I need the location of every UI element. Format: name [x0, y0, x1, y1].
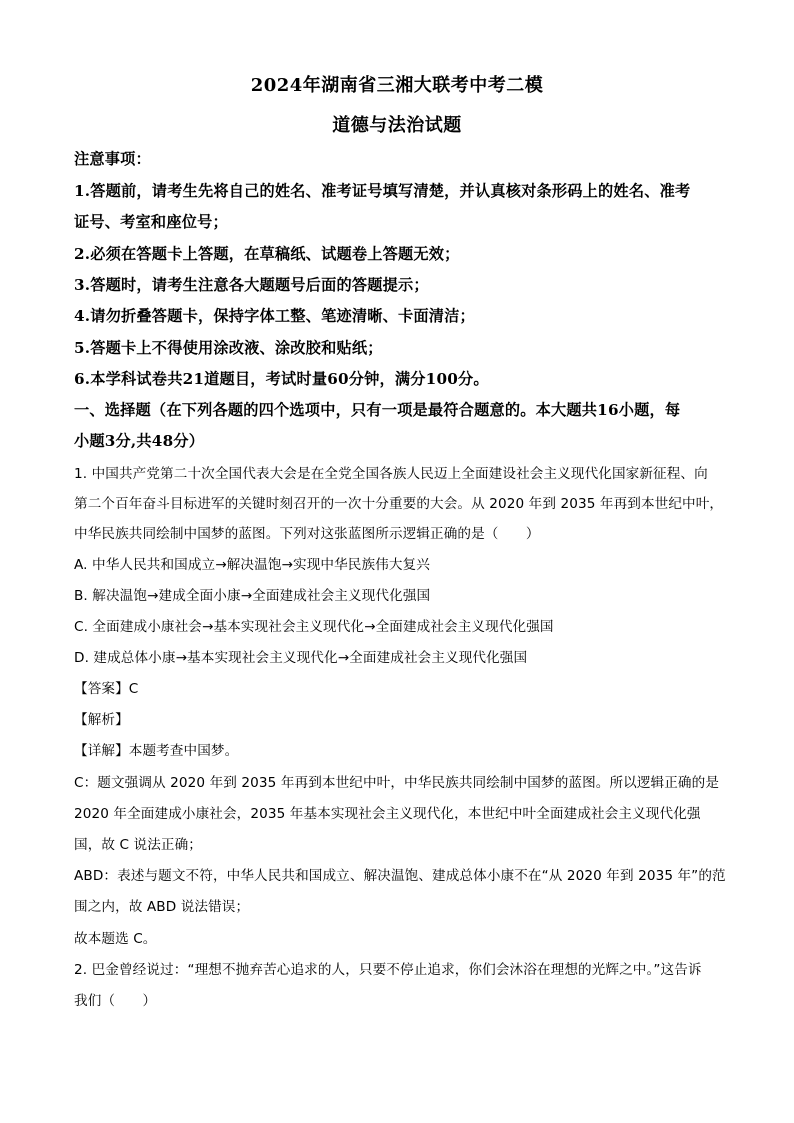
- explanation-line: 围之内，故 ABD 说法错误；: [74, 899, 250, 915]
- section-heading: 小题3分,共48分）: [74, 432, 205, 450]
- notice-item: 3.答题时，请考生注意各大题题号后面的答题提示；: [74, 276, 429, 294]
- notice-item: 6.本学科试卷共21道题目，考试时量60分钟，满分100分。: [74, 370, 489, 388]
- option-b: B. 解决温饱→建成全面小康→全面建成社会主义现代化强国: [74, 588, 431, 604]
- explanation-line: 2020 年全面建成小康社会，2035 年基本实现社会主义现代化，本世纪中叶全面建成社会主义现代化强: [74, 806, 701, 822]
- option-c: C. 全面建成小康社会→基本实现社会主义现代化→全面建成社会主义现代化强国: [74, 619, 554, 635]
- detail: 【详解】本题考查中国梦。: [74, 743, 239, 759]
- question-stem: 第二个百年奋斗目标进军的关键时刻召开的一次十分重要的大会。从 2020 年到 2035 年再到本世纪中叶，: [74, 496, 724, 512]
- question-stem: 中华民族共同绘制中国梦的蓝图。下列对这张蓝图所示逻辑正确的是（ ）: [74, 526, 540, 542]
- explanation-line: 国，故 C 说法正确；: [74, 837, 202, 853]
- question-stem: 我们（ ）: [74, 993, 157, 1009]
- notice-item: 1.答题前，请考生先将自己的姓名、准考证号填写清楚，并认真核对条形码上的姓名、准考: [74, 182, 691, 200]
- notice-item: 5.答题卡上不得使用涂改液、涂改胶和贴纸；: [74, 339, 383, 357]
- section-heading: 一、选择题（在下列各题的四个选项中，只有一项是最符合题意的。本大题共16小题，每: [74, 401, 681, 419]
- question-stem: 2. 巴金曾经说过：“理想不抛弃苦心追求的人，只要不停止追求，你们会沐浴在理想的光辉之中。”这告诉: [74, 962, 702, 978]
- question-stem: 1. 中国共产党第二十次全国代表大会是在全党全国各族人民迈上全面建设社会主义现代化国家新征程、向: [74, 466, 708, 482]
- notice-heading: 注意事项：: [74, 150, 151, 168]
- document-subtitle: 道德与法治试题: [332, 115, 462, 136]
- notice-item: 证号、考室和座位号；: [74, 213, 228, 231]
- notice-item: 4.请勿折叠答题卡，保持字体工整、笔迹清晰、卡面清洁；: [74, 307, 475, 325]
- document-title: 2024年湖南省三湘大联考中考二模: [250, 75, 544, 96]
- explanation-line: C：题文强调从 2020 年到 2035 年再到本世纪中叶，中华民族共同绘制中国梦的蓝图。所以逻辑正确的是: [74, 775, 720, 791]
- option-a: A. 中华人民共和国成立→解决温饱→实现中华民族伟大复兴: [74, 557, 430, 573]
- notice-item: 2.必须在答题卡上答题，在草稿纸、试题卷上答题无效；: [74, 245, 460, 263]
- answer: 【答案】C: [74, 681, 139, 697]
- option-d: D. 建成总体小康→基本实现社会主义现代化→全面建成社会主义现代化强国: [74, 650, 528, 666]
- explanation-line: 故本题选 C。: [74, 931, 157, 947]
- explanation-line: ABD：表述与题文不符，中华人民共和国成立、解决温饱、建成总体小康不在“从 2020 年到 2035 年”的范: [74, 868, 726, 884]
- analysis-label: 【解析】: [74, 712, 129, 728]
